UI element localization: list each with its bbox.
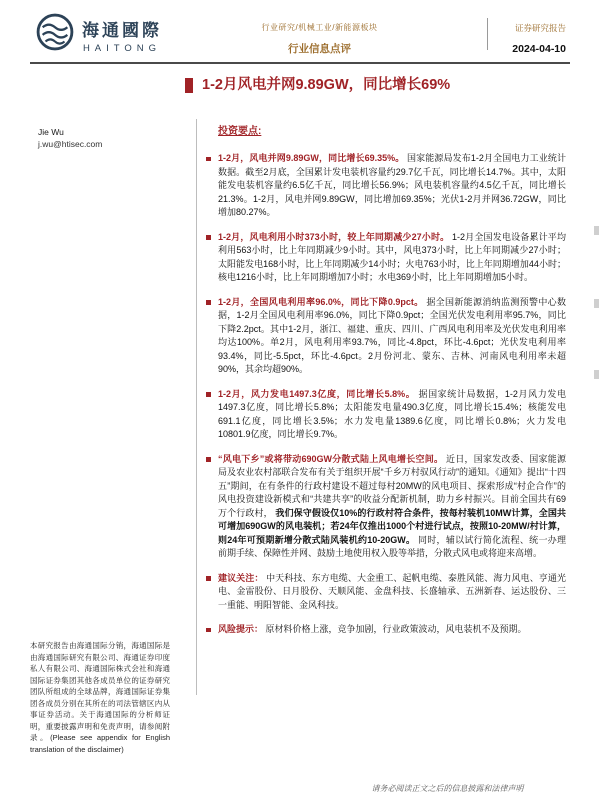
bullet-body: 原材料价格上涨，竞争加剧，行业政策波动，风电装机不及预期。	[265, 624, 527, 634]
page-title: 1-2月风电并网9.89GW，同比增长69%	[202, 77, 451, 93]
bullet-head: 1-2月，风电利用小时373小时，较上年同期减少27小时。	[218, 231, 450, 242]
bullet-head: 1-2月，风电并网9.89GW，同比增长69.35%。	[218, 153, 405, 163]
bullet-item	[218, 572, 566, 613]
bullet-head: “风电下乡”或将带动690GW分散式陆上风电增长空间。	[218, 453, 444, 464]
header-report-type: 证券研究报告	[514, 23, 566, 33]
bullet-body: 近日，国家发改委、国家能源局及农业农村部联合发布有关于组织开展“千乡万村驭风行动”的通知。《通知》提出“十四五”期间，在有条件的行政村建设不超过每村20MW的风电项目、探索形成“村企合作”的风电投资建设新模式和“共建共享”的收益分配新机制，助力乡村振兴。目前全国共有69万个行政村，	[218, 453, 566, 518]
company-logo	[36, 13, 162, 56]
bullet-marker-icon	[206, 576, 211, 581]
bullet-head: 建议关注：	[218, 572, 264, 583]
bullet-head: 风险提示：	[218, 624, 264, 634]
bullet-marker-icon	[206, 300, 211, 305]
header-rule	[30, 62, 570, 64]
bullet-head: 1-2月，全国风电利用率96.0%，同比下降0.9pct。	[218, 296, 424, 307]
header-doc-type: 行业信息点评	[288, 43, 351, 55]
bullet-body: 国家能源局发布1-2月全国电力工业统计数据。截至2月底，全国累计发电装机容量约29.7亿千瓦，同比增长14.7%。其中，太阳能发电装机容量约6.5亿千瓦，同比增长56.9%；风电装机容量约4.5亿千瓦，同比增长21.3%。1-2月，风电并网9.89GW，同比增加69.35%；光伏1-2月并网36.72GW，同比增加80.27%。	[218, 153, 566, 217]
bullet-body: 据全国新能源消纳监测预警中心数据，1-2月全国风电利用率96.0%，同比下降0.9pct；全国光伏发电利用率95.7%，同比下降2.2pct。其中1-2月，浙江、福建、重庆、四川、广西风电利用率及光伏发电利用率均达100%。单2月，风电利用率93.7%，同比-4.8pct，环比-4.6pct；光伏发电利用率93.4%，同比-5.5pct，环比-4.6pct。2月份河北、蒙东、吉林、河南风电利用率未超90%，其余均超90%。	[218, 296, 566, 374]
content-vertical-rule	[196, 119, 197, 695]
bullet-marker-icon	[206, 628, 211, 633]
logo-cn-text: 海通國際	[82, 20, 162, 40]
section-label: 投资要点:	[218, 126, 262, 137]
bullet-item	[218, 623, 566, 637]
footer-note: 请务必阅读正文之后的信息披露和法律声明	[371, 784, 524, 793]
header-divider	[487, 18, 488, 50]
title-bullet-square	[185, 78, 193, 93]
main-column	[218, 121, 566, 648]
bullet-item	[218, 388, 566, 442]
logo-mark-icon	[36, 13, 74, 56]
analyst-email: j.wu@htisec.com	[38, 139, 103, 149]
bullet-head: 1-2月，风力发电1497.3亿度，同比增长5.8%。	[218, 388, 416, 399]
bullet-item	[218, 231, 566, 285]
header-date: 2024-04-10	[512, 43, 566, 55]
bullet-item	[218, 152, 566, 220]
bullet-marker-icon	[206, 457, 211, 462]
analyst-name: Jie Wu	[38, 127, 64, 137]
edge-mark	[594, 299, 599, 308]
bullet-item	[218, 453, 566, 561]
bullet-list	[218, 152, 566, 637]
header-category: 行业研究/机械工业/新能源板块	[261, 23, 378, 32]
bullet-body: 据国家统计局数据，1-2月风力发电1497.3亿度，同比增长5.8%；太阳能发电量490.3亿度，同比增长15.4%；核能发电691.1亿度，同比增长3.5%；水力发电量1389.6亿度，同比增长0.8%；火力发电10801.9亿度，同比增长9.7%。	[218, 388, 566, 439]
bullet-body: 1-2月全国发电设备累计平均利用563小时，比上年同期减少9小时。其中，风电373小时，比上年同期减少27小时；太阳能发电168小时，比上年同期减少14小时；火电763小时，比上年同期增加44小时；核电1216小时，比上年同期增加7小时；水电369小时，比上年同期增加5小时。	[218, 231, 566, 282]
bullet-item	[218, 296, 566, 377]
bullet-marker-icon	[206, 157, 211, 162]
edge-mark	[594, 226, 599, 235]
edge-mark	[594, 370, 599, 379]
logo-en-text: HAITONG	[82, 42, 162, 54]
sidebar-disclaimer: 本研究报告由海通国际分销，海通国际是由海通国际研究有限公司、海通证券印度私人有限公司、海通国际株式会社和海通国际证券集团其他各成员单位的证券研究团队所组成的全球品牌，海通国际证券集团各成员分别在其所在的司法管辖区内从事证券活动。关于海通国际的分析师证明，重要披露声明和免责声明，请参阅附录。(Please see appendix for English translation of the disclaimer)	[30, 641, 170, 754]
bullet-marker-icon	[206, 235, 211, 240]
bullet-marker-icon	[206, 392, 211, 397]
bullet-body-bold: 我们保守假设仅10%的行政村符合条件，按每村装机10MW计算，全国共可增加690GW的风电装机；若24年仅推出1000个村进行试点，按照10-20MW/村计算，则24年可预期新增分散式陆风装机约10-20GW。	[218, 507, 566, 545]
bullet-body-tail: 同时，辅以试行简化流程、统一办理前期手续、保障性并网、鼓励土地使用权入股等举措，分散式风电或将迎来高增。	[218, 534, 566, 558]
bullet-body: 中天科技、东方电缆、大金重工、起帆电缆、泰胜风能、海力风电、亨通光电、金雷股份、日月股份、天顺风能、金盘科技、长盛轴承、五洲新春、运达股份、三一重能、明阳智能、金风科技。	[218, 572, 566, 610]
